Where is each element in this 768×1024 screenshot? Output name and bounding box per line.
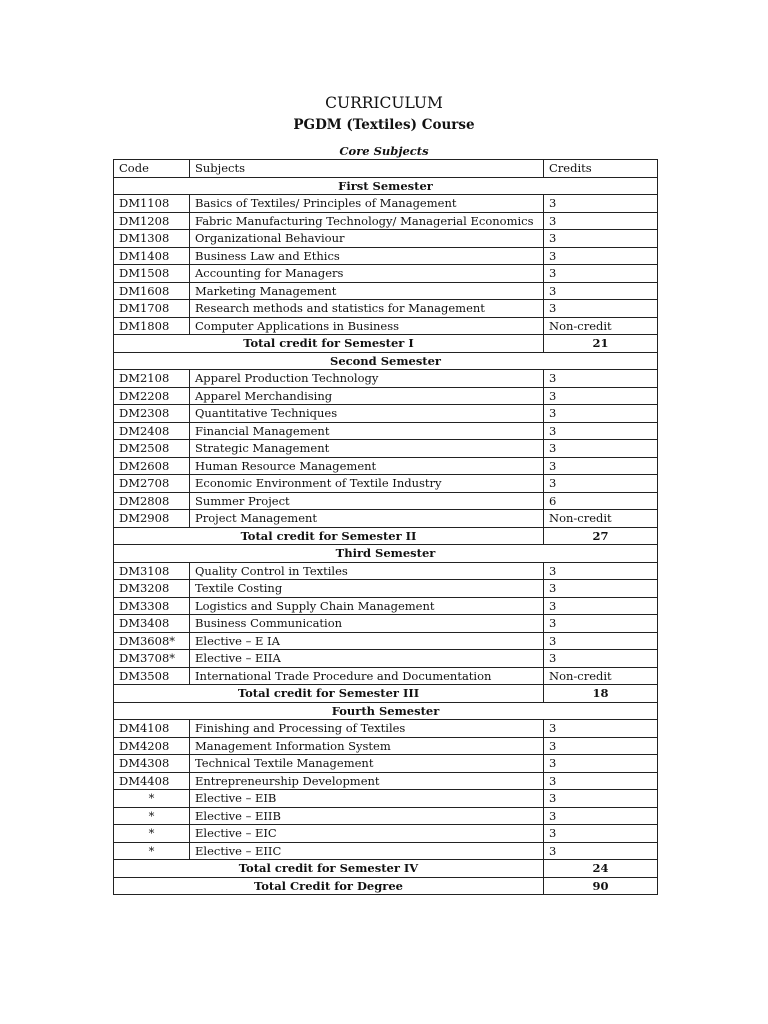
course-credits: 3: [544, 440, 658, 458]
course-subject: Elective – E IA: [190, 632, 544, 650]
course-code: DM3708*: [114, 650, 190, 668]
course-code: DM4308: [114, 755, 190, 773]
course-credits: 3: [544, 195, 658, 213]
course-code: DM4408: [114, 772, 190, 790]
course-credits: 3: [544, 825, 658, 843]
course-credits: 3: [544, 790, 658, 808]
course-credits: 3: [544, 300, 658, 318]
table-row: [114, 580, 658, 598]
curriculum-body: [114, 177, 658, 895]
course-credits: 3: [544, 422, 658, 440]
course-subject: Project Management: [190, 510, 544, 528]
semester-total-label: Total credit for Semester I: [114, 335, 544, 353]
page-title: CURRICULUM: [325, 94, 443, 112]
table-row: [114, 457, 658, 475]
course-subject: Business Communication: [190, 615, 544, 633]
course-subject: Human Resource Management: [190, 457, 544, 475]
course-code: DM3408: [114, 615, 190, 633]
semester-total-row: [114, 527, 658, 545]
section-heading: Core Subjects: [339, 144, 429, 158]
table-row: [114, 772, 658, 790]
semester-total-label: Total credit for Semester III: [114, 685, 544, 703]
table-row: [114, 842, 658, 860]
course-credits: Non-credit: [544, 510, 658, 528]
table-row: [114, 475, 658, 493]
table-row: [114, 615, 658, 633]
course-subject: Economic Environment of Textile Industry: [190, 475, 544, 493]
table-row: [114, 737, 658, 755]
course-subject: Logistics and Supply Chain Management: [190, 597, 544, 615]
course-credits: Non-credit: [544, 667, 658, 685]
table-row: [114, 755, 658, 773]
course-code: DM2308: [114, 405, 190, 423]
course-subject: International Trade Procedure and Documentation: [190, 667, 544, 685]
course-credits: 3: [544, 457, 658, 475]
course-credits: 3: [544, 562, 658, 580]
course-code: DM2108: [114, 370, 190, 388]
course-credits: 3: [544, 842, 658, 860]
table-row: [114, 807, 658, 825]
course-subject: Elective – EIB: [190, 790, 544, 808]
semester-title: Second Semester: [114, 352, 658, 370]
table-row: [114, 300, 658, 318]
table-row: [114, 195, 658, 213]
table-row: [114, 597, 658, 615]
degree-total-value: 90: [544, 877, 658, 895]
table-row: [114, 405, 658, 423]
course-subject: Computer Applications in Business: [190, 317, 544, 335]
course-subject: Apparel Merchandising: [190, 387, 544, 405]
course-credits: 3: [544, 720, 658, 738]
course-code: *: [114, 825, 190, 843]
course-subject: Finishing and Processing of Textiles: [190, 720, 544, 738]
course-code: DM1608: [114, 282, 190, 300]
table-row: [114, 387, 658, 405]
course-subject: Accounting for Managers: [190, 265, 544, 283]
course-credits: 3: [544, 475, 658, 493]
course-code: DM4208: [114, 737, 190, 755]
course-subject: Elective – EIIB: [190, 807, 544, 825]
table-row: [114, 825, 658, 843]
course-code: *: [114, 807, 190, 825]
course-code: DM3308: [114, 597, 190, 615]
course-subject: Organizational Behaviour: [190, 230, 544, 248]
table-row: [114, 632, 658, 650]
course-subject: Quality Control in Textiles: [190, 562, 544, 580]
course-code: DM2408: [114, 422, 190, 440]
course-subject: Summer Project: [190, 492, 544, 510]
table-row: [114, 247, 658, 265]
course-code: DM1308: [114, 230, 190, 248]
table-row: [114, 440, 658, 458]
course-credits: 3: [544, 755, 658, 773]
course-code: DM3608*: [114, 632, 190, 650]
table-row: [114, 667, 658, 685]
semester-total-label: Total credit for Semester II: [114, 527, 544, 545]
course-credits: 3: [544, 632, 658, 650]
table-row: [114, 212, 658, 230]
semester-title: Fourth Semester: [114, 702, 658, 720]
course-code: DM3208: [114, 580, 190, 598]
page-subtitle: PGDM (Textiles) Course: [293, 117, 475, 133]
curriculum-table: [113, 159, 658, 895]
course-subject: Apparel Production Technology: [190, 370, 544, 388]
course-subject: Basics of Textiles/ Principles of Management: [190, 195, 544, 213]
course-subject: Research methods and statistics for Management: [190, 300, 544, 318]
course-subject: Quantitative Techniques: [190, 405, 544, 423]
course-subject: Textile Costing: [190, 580, 544, 598]
course-code: DM2808: [114, 492, 190, 510]
course-subject: Elective – EIC: [190, 825, 544, 843]
course-code: DM1508: [114, 265, 190, 283]
course-code: DM2708: [114, 475, 190, 493]
course-credits: 3: [544, 387, 658, 405]
course-credits: 3: [544, 650, 658, 668]
semester-title: Third Semester: [114, 545, 658, 563]
table-row: [114, 317, 658, 335]
course-credits: 3: [544, 737, 658, 755]
table-row: [114, 492, 658, 510]
course-credits: 6: [544, 492, 658, 510]
course-code: DM2508: [114, 440, 190, 458]
course-code: DM1108: [114, 195, 190, 213]
course-code: DM4108: [114, 720, 190, 738]
course-code: DM1408: [114, 247, 190, 265]
semester-total-value: 27: [544, 527, 658, 545]
semester-total-row: [114, 685, 658, 703]
header-credits: Credits: [544, 160, 658, 178]
course-subject: Elective – EIIA: [190, 650, 544, 668]
course-subject: Marketing Management: [190, 282, 544, 300]
course-credits: 3: [544, 247, 658, 265]
course-subject: Strategic Management: [190, 440, 544, 458]
header-subjects: Subjects: [190, 160, 544, 178]
course-code: DM1708: [114, 300, 190, 318]
table-row: [114, 265, 658, 283]
course-subject: Fabric Manufacturing Technology/ Managerial Economics: [190, 212, 544, 230]
course-credits: 3: [544, 405, 658, 423]
course-subject: Business Law and Ethics: [190, 247, 544, 265]
table-row: [114, 650, 658, 668]
table-row: [114, 422, 658, 440]
course-credits: 3: [544, 265, 658, 283]
course-credits: 3: [544, 597, 658, 615]
course-credits: 3: [544, 230, 658, 248]
degree-total-label: Total Credit for Degree: [114, 877, 544, 895]
semester-title-row: [114, 702, 658, 720]
course-code: DM3108: [114, 562, 190, 580]
course-code: DM1208: [114, 212, 190, 230]
course-code: DM2608: [114, 457, 190, 475]
course-subject: Management Information System: [190, 737, 544, 755]
semester-total-label: Total credit for Semester IV: [114, 860, 544, 878]
semester-total-value: 24: [544, 860, 658, 878]
course-credits: 3: [544, 615, 658, 633]
course-code: DM3508: [114, 667, 190, 685]
semester-title-row: [114, 352, 658, 370]
course-credits: 3: [544, 282, 658, 300]
course-credits: 3: [544, 772, 658, 790]
course-code: *: [114, 842, 190, 860]
course-subject: Entrepreneurship Development: [190, 772, 544, 790]
course-credits: 3: [544, 370, 658, 388]
table-header-row: [114, 160, 658, 178]
table-row: [114, 790, 658, 808]
semester-title: First Semester: [114, 177, 658, 195]
semester-total-value: 21: [544, 335, 658, 353]
course-code: DM1808: [114, 317, 190, 335]
table-row: [114, 720, 658, 738]
semester-total-row: [114, 860, 658, 878]
header-code: Code: [114, 160, 190, 178]
semester-title-row: [114, 545, 658, 563]
table-row: [114, 510, 658, 528]
course-subject: Elective – EIIC: [190, 842, 544, 860]
table-row: [114, 282, 658, 300]
semester-title-row: [114, 177, 658, 195]
course-subject: Technical Textile Management: [190, 755, 544, 773]
degree-total-row: [114, 877, 658, 895]
course-credits: Non-credit: [544, 317, 658, 335]
course-subject: Financial Management: [190, 422, 544, 440]
course-code: DM2908: [114, 510, 190, 528]
table-row: [114, 370, 658, 388]
course-code: DM2208: [114, 387, 190, 405]
table-row: [114, 230, 658, 248]
semester-total-value: 18: [544, 685, 658, 703]
semester-total-row: [114, 335, 658, 353]
course-credits: 3: [544, 580, 658, 598]
course-credits: 3: [544, 212, 658, 230]
course-code: *: [114, 790, 190, 808]
table-row: [114, 562, 658, 580]
course-credits: 3: [544, 807, 658, 825]
